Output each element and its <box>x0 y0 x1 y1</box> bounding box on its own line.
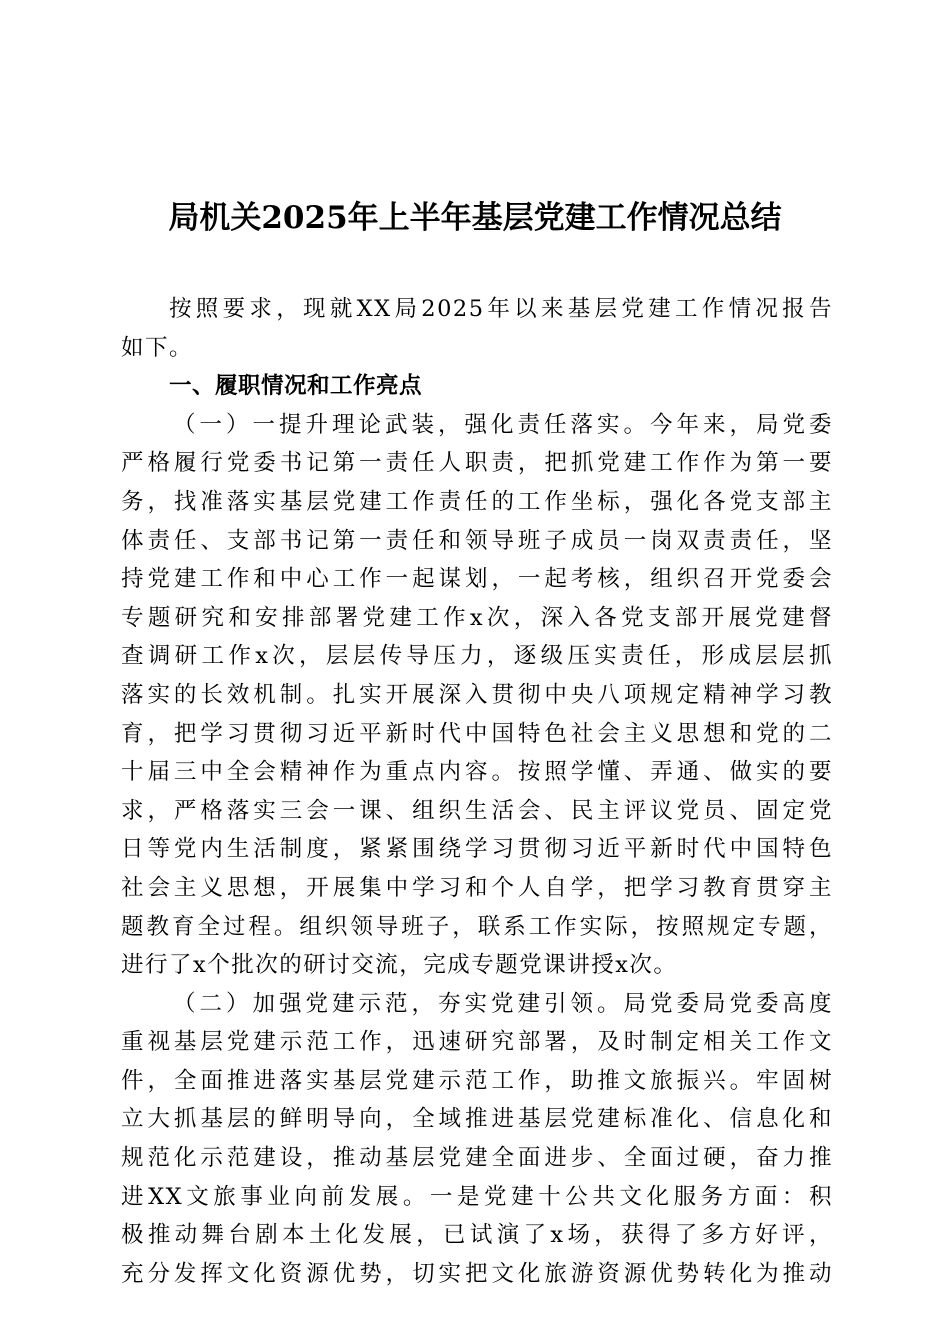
text-line: 进XX文旅事业向前发展。一是党建十公共文化服务方面：积 <box>121 1183 833 1210</box>
text-line: 立大抓基层的鲜明导向，全域推进基层党建标准化、信息化和 <box>121 1106 833 1133</box>
text-line: 务，找准落实基层党建工作责任的工作坐标，强化各党支部主 <box>121 488 833 515</box>
text-line: 育，把学习贯彻习近平新时代中国特色社会主义思想和党的二 <box>121 720 833 747</box>
text-line: 严格履行党委书记第一责任人职责，把抓党建工作作为第一要 <box>121 450 833 477</box>
text-line: 题教育全过程。组织领导班子，联系工作实际，按照规定专题， <box>121 913 833 940</box>
text-line: 求，严格落实三会一课、组织生活会、民主评议党员、固定党 <box>121 797 833 824</box>
text-line: 重视基层党建示范工作，迅速研究部署，及时制定相关工作文 <box>121 1029 833 1056</box>
text-line: 极推动舞台剧本土化发展，已试演了x场，获得了多方好评， <box>121 1222 833 1249</box>
paragraph-2 <box>121 985 833 1294</box>
text-line: 件，全面推进落实基层党建示范工作，助推文旅振兴。牢固树 <box>121 1067 833 1094</box>
text-line: （一）一提升理论武装，强化责任落实。今年来，局党委 <box>173 411 833 438</box>
text-line: 进行了x个批次的研讨交流，完成专题党课讲授x次。 <box>121 952 678 979</box>
text-line: 查调研工作x次，层层传导压力，逐级压实责任，形成层层抓 <box>121 643 833 670</box>
text-line: 社会主义思想，开展集中学习和个人自学，把学习教育贯穿主 <box>121 874 833 901</box>
section-heading: 一、履职情况和工作亮点 <box>169 373 423 400</box>
text-line: 规范化示范建设，推动基层党建全面进步、全面过硬，奋力推 <box>121 1145 833 1172</box>
text-line: 按照要求，现就XX局2025年以来基层党建工作情况报告 <box>169 296 833 322</box>
text-line: 日等党内生活制度，紧紧围绕学习贯彻习近平新时代中国特色 <box>121 836 833 863</box>
text-line: 落实的长效机制。扎实开展深入贯彻中央八项规定精神学习教 <box>121 681 833 708</box>
paragraph-1 <box>121 406 833 985</box>
text-line: 持党建工作和中心工作一起谋划，一起考核，组织召开党委会 <box>121 566 833 593</box>
text-line: 如下。 <box>121 334 194 361</box>
document-title: 局机关2025年上半年基层党建工作情况总结 <box>168 200 782 236</box>
text-line: 体责任、支部书记第一责任和领导班子成员一岗双责责任，坚 <box>121 527 833 554</box>
text-line: 十届三中全会精神作为重点内容。按照学懂、弄通、做实的要 <box>121 759 833 786</box>
text-line: 充分发挥文化资源优势，切实把文化旅游资源优势转化为推动 <box>121 1260 833 1287</box>
document-body <box>121 290 833 1293</box>
text-line: （二）加强党建示范，夯实党建引领。局党委局党委高度 <box>173 990 833 1017</box>
text-line: 专题研究和安排部署党建工作x次，深入各党支部开展党建督 <box>121 604 833 631</box>
intro-paragraph <box>121 290 833 367</box>
